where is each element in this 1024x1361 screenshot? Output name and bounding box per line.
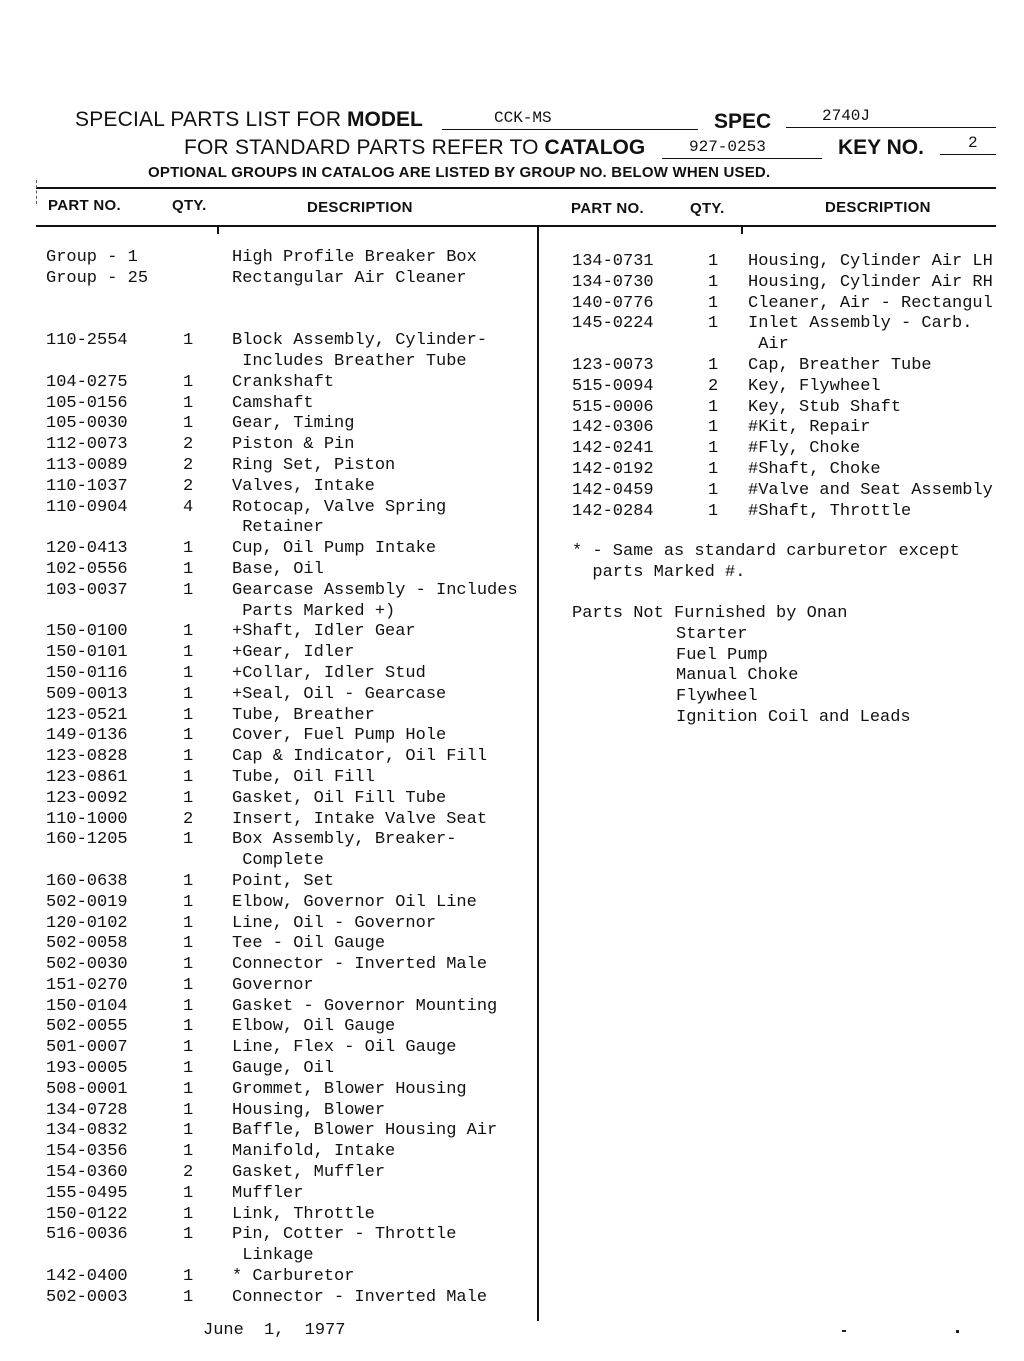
description: Gearcase Assembly - Includes <box>232 580 518 600</box>
not-furnished-item: Fuel Pump <box>676 645 768 665</box>
part-number: 142-0306 <box>572 418 654 438</box>
table-row <box>46 622 534 643</box>
table-row <box>46 685 534 706</box>
description: Gasket - Governor Mounting <box>232 996 498 1016</box>
description: #Shaft, Choke <box>748 459 881 479</box>
table-row <box>46 1101 534 1122</box>
part-number: 160-1205 <box>46 830 128 850</box>
carburetor-note <box>572 542 960 584</box>
not-furnished-item: Starter <box>676 624 748 644</box>
table-row <box>46 602 534 623</box>
quantity: 1 <box>708 439 719 459</box>
table-row <box>46 539 534 560</box>
description: Includes Breather Tube <box>232 351 467 371</box>
special-parts-label: SPECIAL PARTS LIST FOR <box>75 108 342 131</box>
part-number: 123-0521 <box>46 705 128 725</box>
quantity: 1 <box>708 252 719 271</box>
right-qty-header: QTY. <box>690 200 725 217</box>
quantity: 1 <box>708 314 719 334</box>
table-row <box>572 439 996 460</box>
description: +Collar, Idler Stud <box>232 663 426 683</box>
quantity: 2 <box>183 435 194 455</box>
right-part-no-header: PART NO. <box>571 200 644 217</box>
description: Rectangular Air Cleaner <box>232 268 467 288</box>
quantity: 1 <box>708 272 719 292</box>
table-row <box>46 1059 534 1080</box>
not-furnished-title: Parts Not Furnished by Onan <box>572 604 848 623</box>
part-number: 110-1037 <box>46 476 128 496</box>
spec-field <box>786 106 996 128</box>
part-number: 110-2554 <box>46 331 128 351</box>
table-row <box>46 664 534 685</box>
description: Connector - Inverted Male <box>232 955 488 975</box>
table-row <box>46 1205 534 1226</box>
table-row <box>46 1017 534 1038</box>
part-number: 142-0192 <box>572 459 654 479</box>
part-number: 105-0030 <box>46 414 128 434</box>
quantity: 1 <box>708 355 719 375</box>
standard-parts-label: FOR STANDARD PARTS REFER TO <box>184 136 539 159</box>
table-header-rule <box>36 225 996 227</box>
table-row <box>46 1121 534 1142</box>
description: Gauge, Oil <box>232 1059 335 1079</box>
description: Gasket, Oil Fill Tube <box>232 788 447 808</box>
quantity: 1 <box>183 393 194 413</box>
part-number: 142-0284 <box>572 501 654 521</box>
quantity: 1 <box>183 663 194 683</box>
quantity: 1 <box>708 397 719 417</box>
table-row <box>572 377 996 398</box>
description: Link, Throttle <box>232 1204 375 1224</box>
part-number: 110-0904 <box>46 497 128 517</box>
quantity: 1 <box>183 1142 194 1162</box>
model-label: MODEL <box>347 108 423 131</box>
quantity: 1 <box>183 726 194 746</box>
part-number: 134-0832 <box>46 1121 128 1141</box>
table-row <box>46 810 534 831</box>
part-number: 502-0019 <box>46 892 128 912</box>
table-row <box>46 269 534 290</box>
quantity: 1 <box>183 767 194 787</box>
description: Cap & Indicator, Oil Fill <box>232 747 488 767</box>
part-number: 193-0005 <box>46 1059 128 1079</box>
description: Baffle, Blower Housing Air <box>232 1121 498 1141</box>
quantity: 1 <box>183 975 194 995</box>
table-row <box>572 356 996 377</box>
key-no-field <box>940 133 996 155</box>
footer-dot-1 <box>842 1330 846 1332</box>
part-number: 502-0058 <box>46 934 128 954</box>
quantity: 1 <box>183 1225 194 1245</box>
description: Inlet Assembly - Carb. <box>748 314 973 334</box>
part-number: 155-0495 <box>46 1183 128 1203</box>
left-parts-list <box>46 248 534 1309</box>
table-row <box>572 502 996 523</box>
table-row <box>46 726 534 747</box>
quantity: 1 <box>183 1017 194 1037</box>
column-divider <box>537 226 539 1321</box>
part-number: 105-0156 <box>46 393 128 413</box>
part-number: Group - 1 <box>46 248 138 267</box>
description: Housing, Cylinder Air RH <box>748 272 993 292</box>
part-number: 123-0092 <box>46 788 128 808</box>
description: Housing, Blower <box>232 1100 386 1120</box>
part-number: 120-0413 <box>46 539 128 559</box>
quantity: 1 <box>183 1038 194 1058</box>
table-row <box>46 248 534 269</box>
description: Gear, Timing <box>232 414 355 434</box>
part-number: 501-0007 <box>46 1038 128 1058</box>
description: Key, Flywheel <box>748 376 881 396</box>
description: Complete <box>232 851 324 871</box>
description: #Fly, Choke <box>748 439 861 459</box>
table-row <box>46 976 534 997</box>
left-description-header: DESCRIPTION <box>307 199 413 216</box>
description: Elbow, Governor Oil Line <box>232 892 477 912</box>
table-row <box>46 331 534 352</box>
table-row <box>46 498 534 519</box>
description: #Kit, Repair <box>748 418 871 438</box>
part-number: 154-0360 <box>46 1163 128 1183</box>
quantity: 1 <box>183 372 194 392</box>
description: +Gear, Idler <box>232 643 355 663</box>
table-row <box>46 352 534 373</box>
description: Connector - Inverted Male <box>232 1287 488 1307</box>
description: Gasket, Muffler <box>232 1163 386 1183</box>
quantity: 1 <box>708 480 719 500</box>
table-row <box>46 934 534 955</box>
part-number: 502-0003 <box>46 1287 128 1307</box>
not-furnished-section <box>572 604 911 729</box>
quantity: 2 <box>183 455 194 475</box>
description: Air <box>748 335 789 355</box>
quantity: 1 <box>708 501 719 521</box>
left-qty-header: QTY. <box>172 197 207 214</box>
description: Governor <box>232 975 314 995</box>
part-number: 150-0122 <box>46 1204 128 1224</box>
description: #Shaft, Throttle <box>748 501 912 521</box>
quantity: 1 <box>183 1204 194 1224</box>
part-number: 123-0861 <box>46 767 128 787</box>
part-number: 150-0104 <box>46 996 128 1016</box>
table-top-rule <box>36 187 996 189</box>
part-number: 142-0241 <box>572 439 654 459</box>
catalog-field <box>662 137 822 159</box>
table-row <box>46 373 534 394</box>
description: Line, Flex - Oil Gauge <box>232 1038 457 1058</box>
description: * Carburetor <box>232 1267 355 1287</box>
quantity: 1 <box>183 955 194 975</box>
description: Block Assembly, Cylinder- <box>232 331 488 351</box>
description: Linkage <box>232 1246 314 1266</box>
quantity: 1 <box>708 418 719 438</box>
part-number: Group - 25 <box>46 268 149 288</box>
part-number: 160-0638 <box>46 871 128 891</box>
description: Insert, Intake Valve Seat <box>232 809 488 829</box>
quantity: 1 <box>183 1121 194 1141</box>
table-row <box>46 851 534 872</box>
quantity: 1 <box>183 892 194 912</box>
quantity: 1 <box>183 705 194 725</box>
description: Pin, Cotter - Throttle <box>232 1225 457 1245</box>
header-line-1 <box>75 108 423 132</box>
table-row <box>46 997 534 1018</box>
description: Manifold, Intake <box>232 1142 396 1162</box>
table-row <box>46 581 534 602</box>
table-row <box>46 914 534 935</box>
table-row <box>572 398 996 419</box>
part-number: 134-0731 <box>572 252 654 271</box>
description: High Profile Breaker Box <box>232 248 477 267</box>
part-number: 508-0001 <box>46 1079 128 1099</box>
part-number: 123-0828 <box>46 747 128 767</box>
quantity: 1 <box>183 830 194 850</box>
part-number: 120-0102 <box>46 913 128 933</box>
table-row <box>46 1225 534 1246</box>
part-number: 151-0270 <box>46 975 128 995</box>
table-row <box>46 310 534 331</box>
table-row <box>46 706 534 727</box>
quantity: 2 <box>708 376 719 396</box>
table-row <box>46 893 534 914</box>
not-furnished-item: Flywheel <box>676 687 758 707</box>
quantity: 1 <box>183 331 194 351</box>
quantity: 1 <box>183 871 194 891</box>
spec-value: 2740J <box>822 107 871 125</box>
footer-dot-2 <box>956 1330 959 1333</box>
quantity: 1 <box>183 1100 194 1120</box>
table-row <box>46 1288 534 1309</box>
quantity: 1 <box>183 934 194 954</box>
table-row <box>46 830 534 851</box>
quantity: 1 <box>183 539 194 559</box>
table-row <box>572 335 996 356</box>
left-header-tick <box>217 225 219 234</box>
quantity: 1 <box>183 684 194 704</box>
description: Camshaft <box>232 393 314 413</box>
table-row <box>46 768 534 789</box>
quantity: 1 <box>183 747 194 767</box>
description: +Shaft, Idler Gear <box>232 622 416 642</box>
table-row <box>46 560 534 581</box>
part-number: 103-0037 <box>46 580 128 600</box>
part-number: 102-0556 <box>46 559 128 579</box>
part-number: 110-1000 <box>46 809 128 829</box>
description: Box Assembly, Breaker- <box>232 830 457 850</box>
table-row <box>46 394 534 415</box>
table-row <box>46 414 534 435</box>
corner-mark <box>36 180 37 204</box>
table-row <box>46 1080 534 1101</box>
description: Rotocap, Valve Spring <box>232 497 447 517</box>
quantity: 1 <box>183 622 194 642</box>
description: Line, Oil - Governor <box>232 913 437 933</box>
description: Tube, Breather <box>232 705 375 725</box>
description: Key, Stub Shaft <box>748 397 902 417</box>
description: Parts Marked +) <box>232 601 396 621</box>
description: Cleaner, Air - Rectangul <box>748 293 993 313</box>
quantity: 1 <box>708 293 719 313</box>
table-row <box>46 290 534 311</box>
quantity: 1 <box>183 1267 194 1287</box>
part-number: 509-0013 <box>46 684 128 704</box>
table-row <box>572 481 996 502</box>
part-number: 142-0400 <box>46 1267 128 1287</box>
quantity: 2 <box>183 476 194 496</box>
left-part-no-header: PART NO. <box>48 197 121 214</box>
part-number: 150-0116 <box>46 663 128 683</box>
description: Ring Set, Piston <box>232 455 396 475</box>
model-value: CCK-MS <box>494 109 552 127</box>
model-field <box>442 108 698 130</box>
table-row <box>46 435 534 456</box>
optional-groups-note: OPTIONAL GROUPS IN CATALOG ARE LISTED BY GROUP NO. BELOW WHEN USED. <box>148 164 771 181</box>
part-number: 134-0728 <box>46 1100 128 1120</box>
quantity: 1 <box>183 788 194 808</box>
table-row <box>46 643 534 664</box>
catalog-label: CATALOG <box>544 136 646 159</box>
table-row <box>46 1163 534 1184</box>
table-row <box>572 418 996 439</box>
quantity: 2 <box>183 1163 194 1183</box>
description: Housing, Cylinder Air LH <box>748 252 993 271</box>
quantity: 1 <box>183 1183 194 1203</box>
description: Cup, Oil Pump Intake <box>232 539 437 559</box>
description: Valves, Intake <box>232 476 375 496</box>
table-row <box>572 314 996 335</box>
table-row <box>572 252 996 273</box>
part-number: 104-0275 <box>46 372 128 392</box>
catalog-value: 927-0253 <box>689 138 766 156</box>
description: Point, Set <box>232 871 335 891</box>
description: Cap, Breather Tube <box>748 355 932 375</box>
description: Base, Oil <box>232 559 324 579</box>
table-row <box>46 955 534 976</box>
note-line-2: parts Marked #. <box>572 562 746 582</box>
footer-clip <box>0 1322 1024 1361</box>
table-row <box>46 1142 534 1163</box>
table-row <box>46 1267 534 1288</box>
table-row <box>46 1038 534 1059</box>
table-row <box>46 477 534 498</box>
description: Muffler <box>232 1183 304 1203</box>
key-no-label: KEY NO. <box>838 136 924 159</box>
right-parts-list <box>572 252 996 522</box>
quantity: 1 <box>183 643 194 663</box>
quantity: 2 <box>183 809 194 829</box>
part-number: 154-0356 <box>46 1142 128 1162</box>
table-row <box>572 273 996 294</box>
description: Elbow, Oil Gauge <box>232 1017 396 1037</box>
table-row <box>46 1184 534 1205</box>
table-row <box>46 747 534 768</box>
part-number: 145-0224 <box>572 314 654 334</box>
table-row <box>46 872 534 893</box>
quantity: 1 <box>708 459 719 479</box>
table-row <box>46 456 534 477</box>
part-number: 149-0136 <box>46 726 128 746</box>
part-number: 502-0030 <box>46 955 128 975</box>
table-row <box>572 460 996 481</box>
not-furnished-list <box>572 625 911 729</box>
part-number: 502-0055 <box>46 1017 128 1037</box>
description: Tee - Oil Gauge <box>232 934 386 954</box>
description: Crankshaft <box>232 372 335 392</box>
quantity: 1 <box>183 1059 194 1079</box>
quantity: 1 <box>183 414 194 434</box>
quantity: 1 <box>183 996 194 1016</box>
table-row <box>46 1246 534 1267</box>
part-number: 113-0089 <box>46 455 128 475</box>
description: #Valve and Seat Assembly <box>748 480 993 500</box>
right-header-tick <box>741 225 743 234</box>
not-furnished-item: Ignition Coil and Leads <box>676 707 911 727</box>
not-furnished-item: Manual Choke <box>676 666 799 686</box>
description: Retainer <box>232 518 324 538</box>
footer-date: June 1, 1977 <box>203 1322 346 1340</box>
quantity: 1 <box>183 1079 194 1099</box>
quantity: 1 <box>183 559 194 579</box>
description: Tube, Oil Fill <box>232 767 375 787</box>
part-number: 516-0036 <box>46 1225 128 1245</box>
part-number: 142-0459 <box>572 480 654 500</box>
description: Piston & Pin <box>232 435 355 455</box>
quantity: 1 <box>183 1287 194 1307</box>
table-row <box>572 294 996 315</box>
quantity: 1 <box>183 580 194 600</box>
key-no-value: 2 <box>968 134 978 152</box>
part-number: 123-0073 <box>572 355 654 375</box>
description: Cover, Fuel Pump Hole <box>232 726 447 746</box>
right-description-header: DESCRIPTION <box>825 199 931 216</box>
part-number: 112-0073 <box>46 435 128 455</box>
note-line-1: * - Same as standard carburetor except <box>572 542 960 561</box>
description: Grommet, Blower Housing <box>232 1079 467 1099</box>
description: +Seal, Oil - Gearcase <box>232 684 447 704</box>
part-number: 150-0100 <box>46 622 128 642</box>
part-number: 150-0101 <box>46 643 128 663</box>
spec-label: SPEC <box>714 110 772 133</box>
quantity: 4 <box>183 497 194 517</box>
part-number: 515-0006 <box>572 397 654 417</box>
table-row <box>46 518 534 539</box>
quantity: 1 <box>183 913 194 933</box>
part-number: 134-0730 <box>572 272 654 292</box>
table-row <box>46 789 534 810</box>
header-line-2 <box>184 136 645 160</box>
part-number: 515-0094 <box>572 376 654 396</box>
part-number: 140-0776 <box>572 293 654 313</box>
